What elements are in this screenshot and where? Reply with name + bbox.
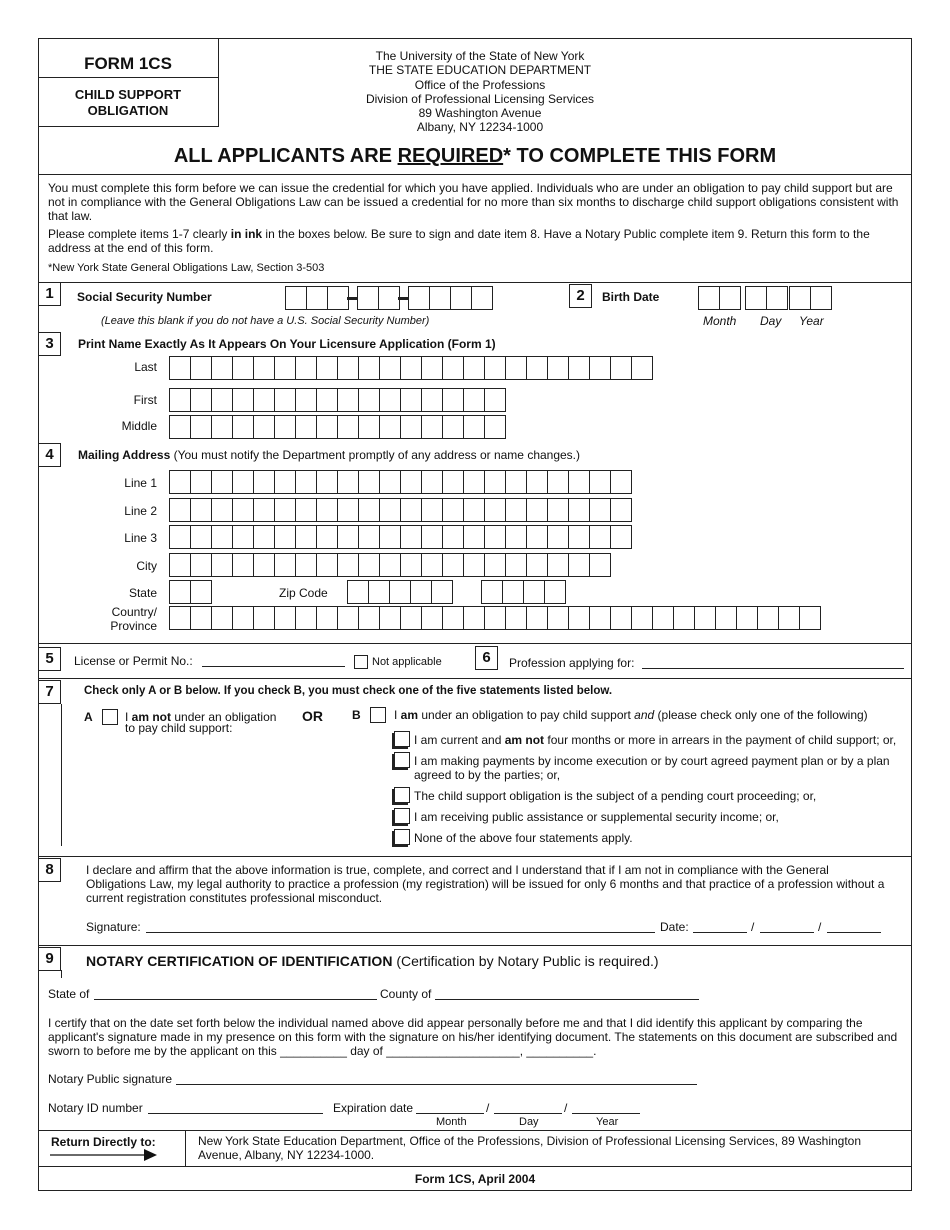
expiration-label: Expiration date (333, 1101, 414, 1115)
divider (38, 643, 912, 644)
agency-line: Albany, NY 12234-1000 (416, 120, 544, 135)
address-line-1-label: Line 1 (124, 476, 157, 490)
option-b-letter: B (352, 708, 361, 722)
birth-year-label: Year (799, 314, 824, 328)
ssn-label: Social Security Number (77, 290, 212, 304)
statement-1-bold: am not (504, 733, 545, 747)
agency-block (300, 49, 660, 135)
address-line-2-input[interactable] (169, 498, 632, 522)
expiration-slash: / (564, 1101, 568, 1115)
state-input[interactable] (169, 580, 212, 604)
option-b-text-3: (please check only one of the following) (654, 708, 868, 722)
expiration-year-input[interactable] (572, 1113, 640, 1114)
divider (38, 174, 912, 175)
city-label: City (136, 559, 157, 573)
date-day-input[interactable] (760, 932, 814, 933)
notary-signature-label: Notary Public signature (48, 1072, 173, 1086)
item9-left-rule (61, 970, 62, 978)
profession-input[interactable] (642, 668, 904, 669)
item-number-6: 6 (475, 646, 498, 670)
agency-line: THE STATE EDUCATION DEPARTMENT (368, 63, 592, 78)
option-a-bold: am not (131, 710, 172, 724)
signature-label: Signature: (86, 920, 141, 934)
address-line-3-label: Line 3 (124, 531, 157, 545)
item-number-5: 5 (38, 647, 61, 671)
zip-input[interactable] (347, 580, 453, 604)
license-label: License or Permit No.: (74, 654, 193, 668)
form-version: Form 1CS, April 2004 (414, 1172, 536, 1186)
birth-month-label: Month (703, 314, 737, 328)
item7-instruction: Check only A or B below. If you check B, you must check one of the five statements listed below. (84, 685, 613, 697)
statement-5-checkbox[interactable] (394, 829, 410, 845)
expiration-year-caption: Year (596, 1116, 619, 1128)
return-divider (185, 1131, 186, 1166)
option-a-text-2: under an obligation (171, 710, 277, 724)
option-a-letter: A (84, 710, 93, 724)
expiration-day-input[interactable] (494, 1113, 562, 1114)
statement-4: I am receiving public assistance or supplemental security income; or, (414, 810, 779, 824)
expiration-month-input[interactable] (416, 1113, 484, 1114)
statement-2: I am making payments by income execution or by court agreed payment plan or by a plan agreed to by the parties; or, (414, 754, 890, 782)
country-label-1: Country/ (111, 605, 157, 619)
ssn-dash (398, 297, 408, 300)
last-name-input[interactable] (169, 356, 653, 380)
agency-line: Division of Professional Licensing Services (365, 91, 595, 106)
birth-month[interactable] (698, 286, 741, 310)
mailing-address-bold: Mailing Address (78, 448, 171, 462)
date-year-input[interactable] (827, 932, 881, 933)
statement-1-b: four months or more in arrears in the payment of child support; or, (544, 733, 897, 747)
middle-name-label: Middle (121, 419, 157, 433)
state-of-input[interactable] (94, 999, 377, 1000)
mailing-address-label (78, 448, 580, 462)
item-number-9: 9 (38, 947, 61, 971)
banner-pre: ALL APPLICANTS ARE (173, 145, 398, 167)
first-name-input[interactable] (169, 388, 506, 412)
date-slash: / (751, 920, 755, 934)
option-a-text-1: I (125, 710, 132, 724)
statement-1 (414, 733, 896, 747)
mailing-address-note: (You must notify the Department promptly of any address or name changes.) (170, 448, 581, 462)
form-id-divider (38, 77, 218, 78)
not-applicable-label: Not applicable (372, 656, 442, 668)
state-label: State (128, 586, 157, 600)
statement-3: The child support obligation is the subject of a pending court proceeding; or, (414, 789, 817, 803)
option-b-italic: and (634, 708, 655, 722)
statement-2-checkbox[interactable] (394, 752, 410, 768)
statement-1-checkbox[interactable] (394, 731, 410, 747)
intro-para-1: You must complete this form before we can issue the credential for which you have applied. Individuals who are under an obligation to pay child support but are not in compliance with the General Obligations Law can be issued a credential for no more than six months to discharge child support obligations consistent with that law. (48, 181, 899, 223)
form-subtitle-1: CHILD SUPPORT (74, 87, 182, 102)
option-b-checkbox[interactable] (370, 707, 386, 723)
date-label: Date: (660, 920, 689, 934)
intro-para-2-bold: in ink (230, 227, 263, 241)
declaration-text: I declare and affirm that the above information is true, complete, and correct and I understand that if I am not in compliance with the General Obligations Law, my legal authority to practice a profession (my registration) will be issued for only 6 months and that practice of a profession without a current registration constitutes professional misconduct. (86, 863, 885, 905)
name-label: Print Name Exactly As It Appears On Your Licensure Application (Form 1) (78, 337, 496, 351)
date-slash: / (818, 920, 822, 934)
expiration-slash: / (486, 1101, 490, 1115)
intro-para-2a: Please complete items 1-7 clearly (48, 227, 231, 241)
or-label: OR (302, 708, 323, 724)
divider (38, 856, 912, 857)
notary-title-note: (Certification by Notary Public is required.) (392, 953, 659, 969)
intro-para-2 (48, 227, 904, 255)
notary-id-label: Notary ID number (48, 1101, 143, 1115)
middle-name-input[interactable] (169, 415, 506, 439)
notary-title (86, 953, 659, 969)
license-input[interactable] (202, 666, 345, 667)
form-id: FORM 1CS (84, 54, 172, 73)
expiration-day-caption: Day (519, 1116, 539, 1128)
option-a-checkbox[interactable] (102, 709, 118, 725)
item-number-3: 3 (38, 332, 61, 356)
notary-id-input[interactable] (148, 1113, 323, 1114)
option-b-bold: am (400, 708, 419, 722)
intro-footnote: *New York State General Obligations Law, Section 3-503 (48, 262, 325, 274)
city-input[interactable] (169, 553, 611, 577)
notary-certify-text: I certify that on the date set forth below the individual named above did appear personally before me and that I did identify this applicant by comparing the applicant's signature made in my presence on this form with the signature on his/her identifying document. The statements on this document are subscribed and sworn to before me by the applicant on this __________ day of ____________________, __________. (48, 1016, 898, 1058)
ssn-part-2[interactable] (357, 286, 400, 310)
address-line-1-input[interactable] (169, 470, 632, 494)
item7-left-rule (61, 704, 62, 846)
banner (38, 144, 912, 168)
state-of-label: State of (48, 987, 90, 1001)
date-month-input[interactable] (693, 932, 747, 933)
arrow-right-icon (50, 1148, 158, 1162)
agency-line: Office of the Professions (414, 77, 546, 92)
agency-line: 89 Washington Avenue (418, 106, 542, 121)
ssn-part-3[interactable] (408, 286, 493, 310)
ssn-dash (347, 297, 357, 300)
birth-date-label: Birth Date (602, 290, 660, 304)
intro-para-2b: in the boxes below. Be sure to sign and date item 8. Have a Notary Public complete item 9. Return this form to the address at the end of this form. (48, 227, 870, 255)
form-subtitle-2: OBLIGATION (87, 103, 169, 118)
birth-day-label: Day (760, 314, 782, 328)
item-number-1: 1 (38, 282, 61, 306)
divider (38, 945, 912, 946)
item-number-8: 8 (38, 858, 61, 882)
expiration-month-caption: Month (436, 1116, 467, 1128)
address-line-3-input[interactable] (169, 525, 632, 549)
option-b-text (394, 708, 868, 722)
divider (38, 678, 912, 679)
county-of-label: County of (380, 987, 432, 1001)
item-number-7: 7 (38, 680, 61, 704)
notary-title-bold: NOTARY CERTIFICATION OF IDENTIFICATION (86, 953, 393, 969)
divider (38, 1166, 912, 1167)
item-number-4: 4 (38, 443, 61, 467)
divider (38, 282, 912, 283)
country-label-2: Province (110, 619, 157, 633)
not-applicable-checkbox[interactable] (354, 655, 368, 669)
ssn-note: (Leave this blank if you do not have a U.S. Social Security Number) (101, 315, 430, 327)
country-input[interactable] (169, 606, 821, 630)
birth-day[interactable] (745, 286, 788, 310)
option-b-text-1: I (394, 708, 401, 722)
banner-post: * TO COMPLETE THIS FORM (503, 145, 777, 167)
agency-line: The University of the State of New York (375, 49, 585, 63)
county-of-input[interactable] (435, 999, 699, 1000)
option-b-text-2: under an obligation to pay child support (418, 708, 635, 722)
option-a-text-3: to pay child support: (125, 721, 233, 735)
profession-label: Profession applying for: (509, 656, 635, 670)
zip-label: Zip Code (279, 586, 328, 600)
divider (38, 1130, 912, 1131)
notary-signature-input[interactable] (176, 1084, 697, 1085)
first-name-label: First (133, 393, 157, 407)
statement-5: None of the above four statements apply. (414, 831, 633, 845)
birth-year[interactable] (789, 286, 832, 310)
signature-input[interactable] (146, 932, 655, 933)
return-address: New York State Education Department, Office of the Professions, Division of Professional Licensing Services, 89 Washington Avenue, Albany, NY 12234-1000. (198, 1134, 862, 1162)
address-line-2-label: Line 2 (124, 504, 157, 518)
statement-3-checkbox[interactable] (394, 787, 410, 803)
zip-extension-input[interactable] (481, 580, 566, 604)
statement-1-a: I am current and (414, 733, 505, 747)
last-name-label: Last (134, 360, 157, 374)
statement-4-checkbox[interactable] (394, 808, 410, 824)
banner-required: REQUIRED (397, 145, 504, 167)
item-number-2: 2 (569, 284, 592, 308)
ssn-part-1[interactable] (285, 286, 349, 310)
return-label: Return Directly to: (51, 1135, 156, 1149)
